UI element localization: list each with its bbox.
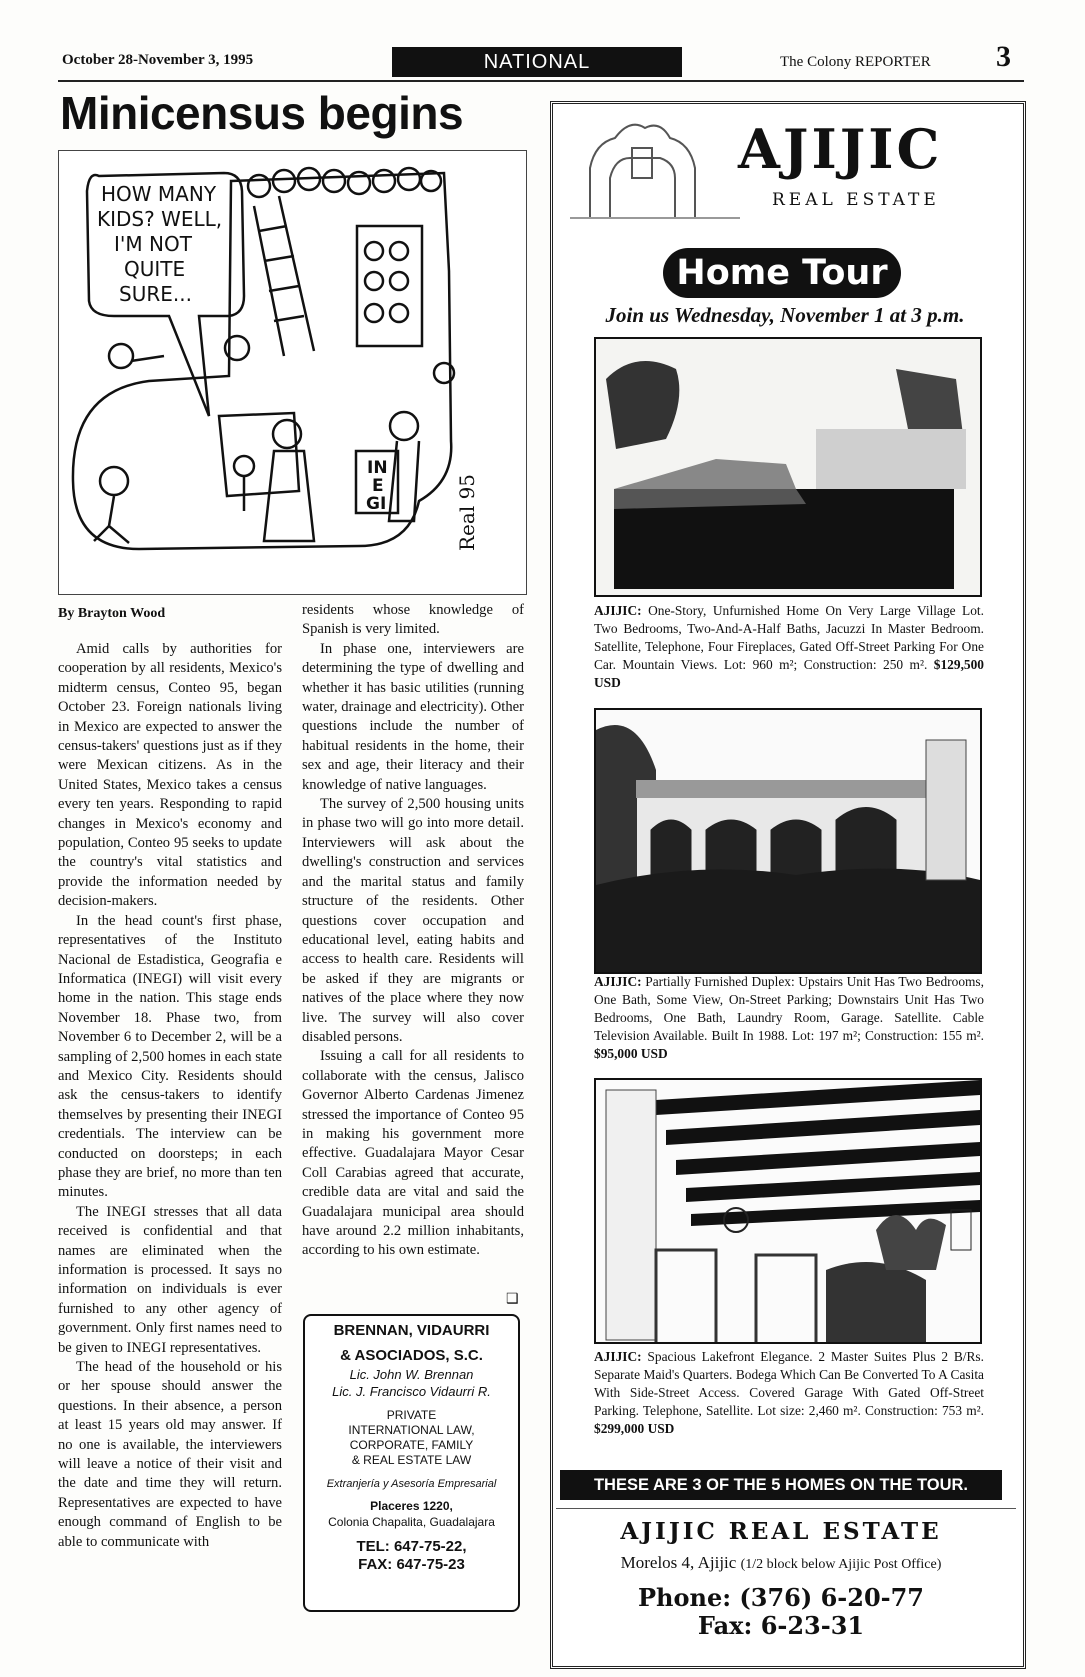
listing-place: AJIJIC: bbox=[594, 1349, 642, 1364]
service-line: & REAL ESTATE LAW bbox=[351, 1453, 472, 1467]
firm-name: & ASOCIADOS, S.C. bbox=[340, 1347, 483, 1364]
paragraph: Amid calls by authorities for cooperation by all residents, Mexico's midterm census, Conteo 95, began October 23. Foreign nationals living in Mexico are expected to answer the census-takers' questions just as if they were Mexican citizens. As in the United States, Mexico takes a census every ten years. Responding to rapid changes in Mexico's economy and population, Conteo 95 seeks to update the country's vital statistics and provide the information needed by decision-makers. bbox=[58, 641, 282, 910]
paragraph: In phase one, interviewers are determining the type of dwelling and whether it has basic utilities (running water, drainage and electricity). Other questions include the number of habitual residents in the home, their sex and age, their literacy and their knowledge of native languages. bbox=[302, 640, 524, 793]
address-line: Colonia Chapalita, Guadalajara bbox=[328, 1515, 495, 1529]
section-label: NATIONAL bbox=[392, 47, 682, 77]
paragraph: Issuing a call for all residents to collaborate with the census, Jalisco Governor Alberto Cardenas Jimenez stressed the importance of Conteo 95 in making his government more effective. Guadalajara Mayor Cesar Coll Carabias agreed that accurate, credible data are vital and said the Guadalajara municipal area should have around 2.2 million inhabitants, according to his own estimate. bbox=[302, 1048, 524, 1259]
services bbox=[305, 1408, 518, 1468]
article-column-2 bbox=[302, 601, 524, 1261]
listing-photo-2 bbox=[594, 708, 982, 974]
service-line: PRIVATE bbox=[386, 1408, 437, 1422]
address-line: Placeres 1220, bbox=[370, 1499, 453, 1513]
company-contact bbox=[560, 1584, 1002, 1640]
paragraph: In the head count's first phase, representatives of the Instituto Nacional de Estadistica, Geografia e Informatica (INEGI) will visit every home in the nation. This stage ends November 18. Phase two, from November 6 to December 2, will be a sampling of 2,500 homes in each state and Mexico City. Residents should ask the census-takers to identify themselves by presenting their INEGI credentials. The interview can be conducted on doorsteps; in each phase they are brief, no more than ten minutes. bbox=[58, 912, 282, 1201]
listing-desc-2 bbox=[594, 973, 984, 1063]
company-phone: Phone: (376) 6-20-77 bbox=[637, 1583, 925, 1612]
listing-desc-1 bbox=[594, 602, 984, 692]
firm-phone: TEL: 647-75-22, bbox=[356, 1538, 467, 1555]
cartoon-signature: Real 95 bbox=[455, 473, 479, 551]
listing-price: $95,000 USD bbox=[594, 1046, 668, 1061]
arch-logo-icon bbox=[570, 108, 740, 228]
paragraph: residents whose knowledge of Spanish is very limited. bbox=[302, 602, 524, 638]
listing-price: $129,500 USD bbox=[594, 657, 984, 690]
listing-photo-1 bbox=[594, 337, 982, 597]
lawyer-name: Lic. John W. Brennan bbox=[349, 1367, 474, 1382]
headline: Minicensus begins bbox=[60, 87, 464, 139]
newspaper-name: The Colony REPORTER bbox=[780, 54, 931, 70]
editorial-cartoon bbox=[58, 150, 527, 595]
firm-fax: FAX: 647-75-23 bbox=[358, 1556, 465, 1573]
listing-photo-3 bbox=[594, 1078, 982, 1344]
end-mark: ❑ bbox=[506, 1292, 519, 1307]
service-line: CORPORATE, FAMILY bbox=[349, 1438, 474, 1452]
firm-name: BRENNAN, VIDAURRI bbox=[333, 1322, 490, 1339]
speech-line: KIDS? WELL, bbox=[97, 207, 223, 231]
listing-place: AJIJIC: bbox=[594, 603, 642, 618]
listing-place: AJIJIC: bbox=[594, 974, 642, 989]
address-text: Morelos 4, Ajijic bbox=[620, 1553, 737, 1572]
logo-wordmark: AJIJIC bbox=[738, 117, 943, 181]
address-note: (1/2 block below Ajijic Post Office) bbox=[740, 1557, 942, 1572]
house-photo-2 bbox=[596, 710, 980, 972]
company-address bbox=[560, 1553, 1002, 1573]
page-number: 3 bbox=[996, 40, 1011, 73]
tour-banner: THESE ARE 3 OF THE 5 HOMES ON THE TOUR. bbox=[560, 1470, 1002, 1500]
home-tour-badge: Home Tour bbox=[663, 248, 901, 298]
speech-line: QUITE bbox=[124, 257, 186, 281]
tour-invite: Join us Wednesday, November 1 at 3 p.m. bbox=[605, 303, 965, 327]
issue-date: October 28-November 3, 1995 bbox=[62, 52, 254, 68]
paragraph: The head of the household or his or her spouse should answer the questions. In their absence, a person at least 15 years old may answer. If no one is available, the interviewers will leave a notice of their visit and the date and time they will return. Representatives are expected to have enough command of English to be able to communicate with bbox=[58, 1359, 282, 1550]
speech-line: I'M NOT bbox=[114, 232, 192, 256]
listing-desc-3 bbox=[594, 1348, 984, 1438]
paragraph: The survey of 2,500 housing units in phase two will go into more detail. Interviewers will ask about the dwelling's construction and services and the marital status and family structure of the residents. Other questions cover occupation and educational level, eating habits and access to health care. Residents will be asked if they are migrants or natives of the place where they now live. The survey will also cover disabled persons. bbox=[302, 796, 524, 1045]
law-firm-ad bbox=[303, 1314, 520, 1612]
article-column-1 bbox=[58, 640, 282, 1552]
listing-text: Spacious Lakefront Elegance. 2 Master Suites Plus 2 B/Rs. Separate Maid's Quarters. Bodega Which Can Be Converted To A Casita With Side-Street Access. Covered Garage With Gated Off-Street Parking. Telephone, Satellite. Lot size: 2,460 m². Construction: 753 m². bbox=[594, 1349, 984, 1418]
header-rule bbox=[58, 80, 1024, 82]
house-photo-3 bbox=[596, 1080, 980, 1342]
lawyer-name: Lic. J. Francisco Vidaurri R. bbox=[332, 1384, 491, 1399]
firm-address bbox=[305, 1498, 518, 1530]
listing-text: One-Story, Unfurnished Home On Very Large Village Lot. Two Bedrooms, Two-And-A-Half Baths, Jacuzzi In Master Bedroom. Satellite, Telephone, Four Fireplaces, Gated Off-Street Parking For One Car. Mountain Views. Lot: 960 m²; Construction: 250 m². bbox=[594, 603, 984, 672]
house-photo-1 bbox=[596, 339, 980, 595]
sign-line: IN bbox=[367, 458, 388, 478]
byline: By Brayton Wood bbox=[58, 606, 166, 621]
listing-price: $299,000 USD bbox=[594, 1421, 675, 1436]
cartoon-drawing bbox=[59, 151, 526, 594]
company-fax: Fax: 6-23-31 bbox=[697, 1611, 865, 1640]
speech-line: HOW MANY bbox=[101, 182, 217, 206]
sign-line: GI bbox=[366, 494, 387, 514]
logo-subtitle: REAL ESTATE bbox=[772, 190, 940, 210]
company-name: AJIJIC REAL ESTATE bbox=[620, 1518, 942, 1545]
paragraph: The INEGI stresses that all data received is confidential and that names are eliminated when the information is processed. It says no information on individuals is ever furnished to any other agency of government. Only first names need to be given to INEGI representatives. bbox=[58, 1203, 282, 1356]
firm-extra: Extranjería y Asesoría Empresarial bbox=[326, 1478, 497, 1490]
speech-line: SURE... bbox=[119, 282, 192, 306]
service-line: INTERNATIONAL LAW, bbox=[348, 1423, 475, 1437]
sign-line: E bbox=[372, 476, 384, 496]
divider bbox=[556, 1508, 1016, 1509]
listing-text: Partially Furnished Duplex: Upstairs Unit Has Two Bedrooms, One Bath, Some View, On-Street Parking; Downstairs Unit Has Two Bedrooms, One Bath, Laundry Room, Garage. Satellite. Cable Television Available. Built In 1988. Lot: 197 m²; Construction: 155 m². bbox=[594, 974, 984, 1043]
